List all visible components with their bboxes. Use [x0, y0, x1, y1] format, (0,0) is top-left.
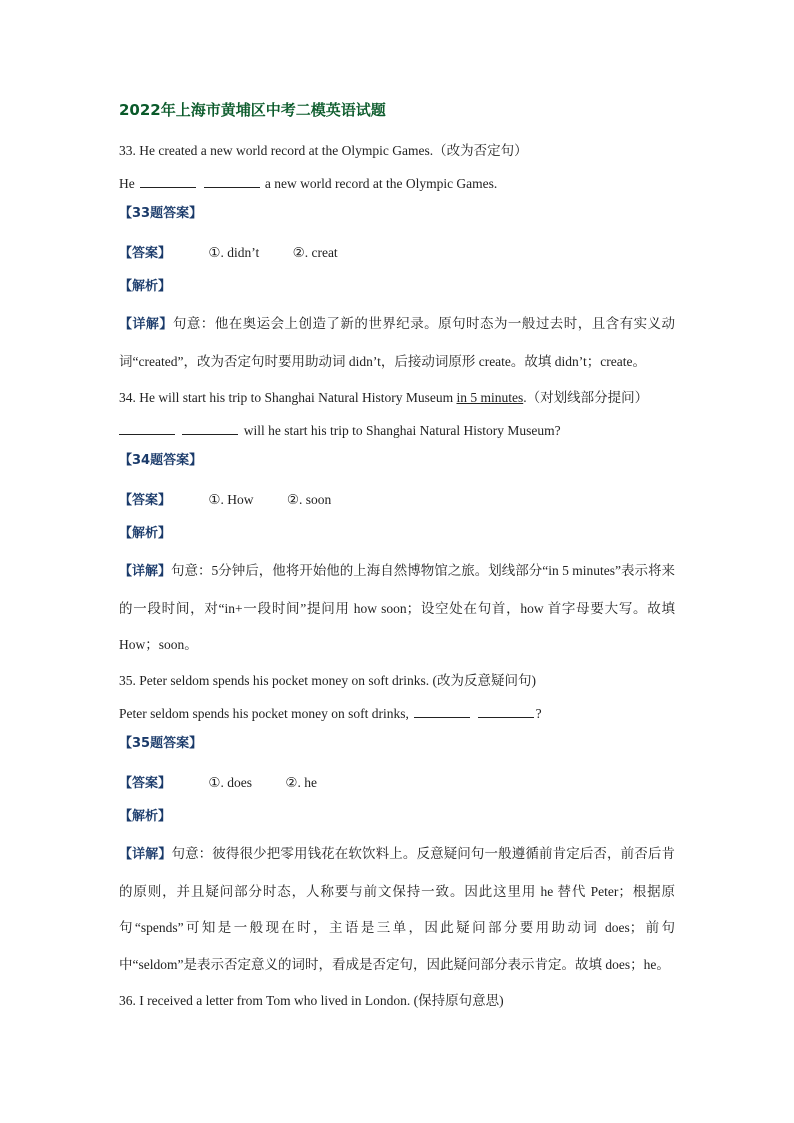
fill-suffix: a new world record at the Olympic Games. — [264, 176, 498, 191]
answer-option-1: ①. does — [208, 775, 252, 790]
fill-prefix: He — [119, 176, 135, 191]
detail-34 — [119, 553, 675, 664]
analysis-label-33: 【解析】 — [119, 279, 172, 294]
detail-text: 句意：他在奥运会上创造了新的世界纪录。原句时态为一般过去时，且含有实义动词“created”，改为否定句时要用助动词 didn’t，后接动词原形 create。故填 didn’t；create。 — [119, 316, 675, 369]
blank-2 — [182, 422, 238, 435]
analysis-label-35: 【解析】 — [119, 809, 172, 824]
stem-instruction: .（对划线部分提问） — [523, 390, 649, 405]
answer-label: 【答案】 — [119, 493, 172, 508]
answer-row-33 — [119, 242, 368, 261]
detail-label: 【详解】 — [119, 564, 172, 579]
answer-label: 【答案】 — [119, 776, 172, 791]
blank-1 — [414, 705, 470, 718]
answer-header-34: 【34题答案】 — [119, 453, 203, 468]
fill-prefix: Peter seldom spends his pocket money on soft drinks, — [119, 706, 409, 721]
fill-suffix: will he start his trip to Shanghai Natural History Museum? — [243, 423, 561, 438]
answer-option-1: ①. How — [208, 492, 254, 507]
blank-1 — [140, 175, 196, 188]
question-33-fill — [119, 175, 497, 193]
detail-33 — [119, 306, 675, 380]
blank-2 — [478, 705, 534, 718]
answer-option-2: ②. soon — [286, 492, 332, 507]
answer-row-35 — [119, 772, 347, 791]
detail-text: 句意：彼得很少把零用钱花在软饮料上。反意疑问句一般遵循前肯定后否，前否后肯的原则，并且疑问部分时态，人称要与前文保持一致。因此这里用 he 替代 Peter；根据原句“spends”可知是一般现在时，主语是三单，因此疑问部分要用助动词 does；前句中“seldom”是表示否定意义的词时，看成是否定句，因此疑问部分表示肯定。故填 does；he。 — [119, 846, 675, 972]
answer-header-35: 【35题答案】 — [119, 736, 203, 751]
underlined-phrase: in 5 minutes — [456, 390, 524, 405]
fill-suffix: ? — [535, 706, 542, 721]
answer-row-34 — [119, 489, 361, 508]
detail-label: 【详解】 — [119, 317, 173, 332]
question-35-fill — [119, 705, 542, 723]
blank-1 — [119, 422, 175, 435]
detail-35 — [119, 836, 675, 983]
detail-label: 【详解】 — [119, 847, 172, 862]
stem-text: 34. He will start his trip to Shanghai Natural History Museum — [119, 390, 457, 405]
question-36-stem: 36. I received a letter from Tom who lived in London. (保持原句意思) — [119, 993, 504, 1008]
answer-option-1: ①. didn’t — [208, 245, 260, 260]
answer-header-33: 【33题答案】 — [119, 206, 203, 221]
blank-2 — [204, 175, 260, 188]
answer-label: 【答案】 — [119, 246, 172, 261]
question-34-fill — [119, 422, 561, 440]
question-33-stem: 33. He created a new world record at the Olympic Games.（改为否定句） — [119, 143, 528, 158]
detail-text: 句意：5分钟后，他将开始他的上海自然博物馆之旅。划线部分“in 5 minutes”表示将来的一段时间，对“in+一段时间”提问用 how soon；设空处在句首，how 首字母要大写。故填 How；soon。 — [119, 563, 675, 652]
question-35-stem: 35. Peter seldom spends his pocket money on soft drinks. (改为反意疑问句) — [119, 673, 536, 688]
answer-option-2: ②. he — [285, 775, 317, 790]
analysis-label-34: 【解析】 — [119, 526, 172, 541]
question-34-stem — [119, 389, 648, 407]
answer-option-2: ②. creat — [292, 245, 338, 260]
page-title: 2022年上海市黄埔区中考二模英语试题 — [119, 101, 386, 119]
